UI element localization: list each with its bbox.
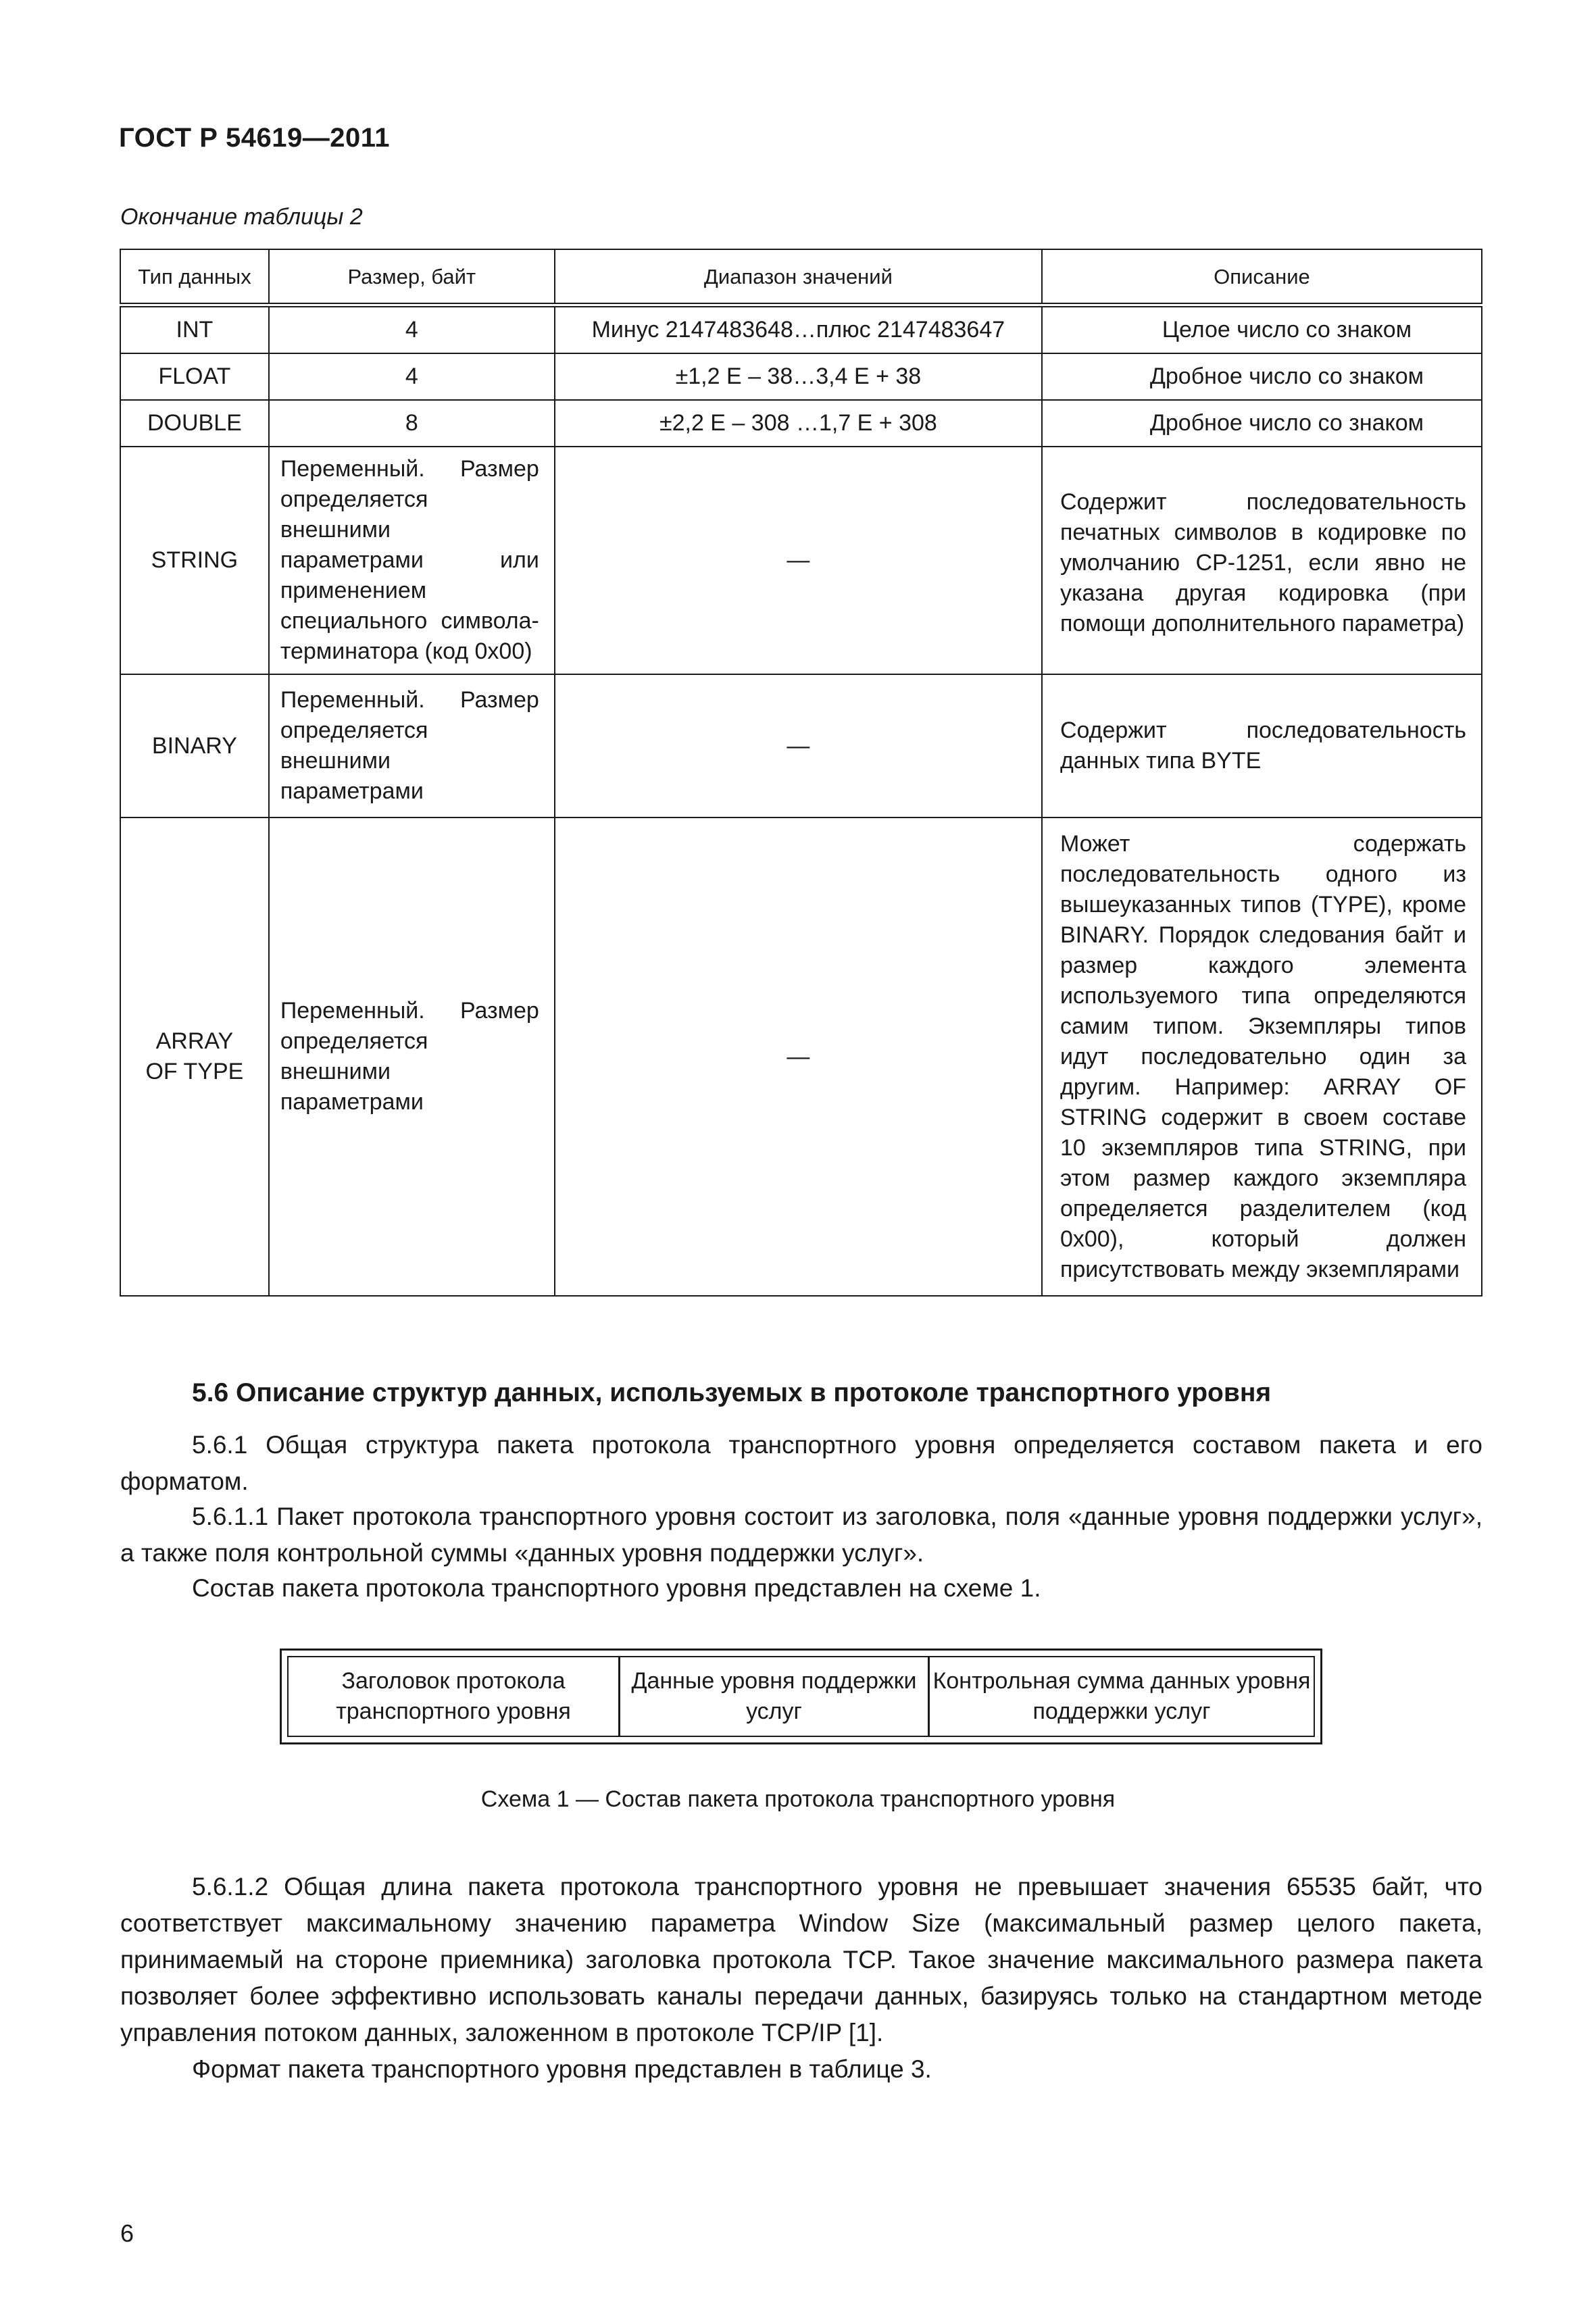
cell-description: Содержит последовательность данных типа BYTE xyxy=(1042,674,1482,818)
paragraph xyxy=(120,1869,1482,2051)
table-header-row xyxy=(120,249,1482,305)
cell-size: Переменный. Размер определяется внешними параметрами xyxy=(269,818,555,1296)
section-title: 5.6 Описание структур данных, используемых в протоколе транспортного уровня xyxy=(192,1378,1272,1407)
column-header-size: Размер, байт xyxy=(269,249,555,305)
cell-type: INT xyxy=(120,305,269,354)
scheme-frame xyxy=(287,1656,1315,1737)
cell-type: DOUBLE xyxy=(120,400,269,447)
type-label: ARRAY OF TYPE xyxy=(145,1028,244,1084)
data-types-table xyxy=(120,249,1482,1297)
cell-range: ±2,2 E – 308 …1,7 E + 308 xyxy=(555,400,1042,447)
cell-description: Дробное число со знаком xyxy=(1042,400,1482,447)
cell-type: FLOAT xyxy=(120,353,269,400)
paragraph-text: 5.6.1.1 Пакет протокола транспортного уровня состоит из заголовка, поля «данные уровня поддержки услуг», а также поля контрольной суммы «данных уровня поддержки услуг». xyxy=(120,1503,1482,1567)
paragraph xyxy=(120,1570,1482,1607)
cell-description: Дробное число со знаком xyxy=(1042,353,1482,400)
table-row xyxy=(120,818,1482,1296)
scheme-box-header: Заголовок протокола транспортного уровня xyxy=(336,1668,571,1724)
cell-description: Целое число со знаком xyxy=(1042,305,1482,354)
cell-range: — xyxy=(555,447,1042,674)
cell-range: ±1,2 E – 38…3,4 E + 38 xyxy=(555,353,1042,400)
paragraph-text: Формат пакета транспортного уровня представлен в таблице 3. xyxy=(192,2055,932,2083)
cell-description: Содержит последовательность печатных символов в кодировке по умолчанию CP-1251, если явно не указана другая кодировка (при помощи дополнительного параметра) xyxy=(1042,447,1482,674)
cell-range: — xyxy=(555,818,1042,1296)
table-row xyxy=(120,447,1482,674)
cell-type xyxy=(120,674,269,818)
cell-range: — xyxy=(555,674,1042,818)
cell-size: Переменный. Размер определяется внешними параметрами xyxy=(269,674,555,818)
paragraph-text: 5.6.1 Общая структура пакета протокола транспортного уровня определяется составом пакета и его форматом. xyxy=(120,1431,1482,1495)
column-header-type: Тип данных xyxy=(120,249,269,305)
scheme-caption: Схема 1 — Состав пакета протокола транспортного уровня xyxy=(480,1786,1116,1812)
cell-size: Переменный. Размер определяется внешними параметрами или применением специального символа-терминатора (код 0x00) xyxy=(269,447,555,674)
document-id: ГОСТ Р 54619—2011 xyxy=(119,123,390,153)
table-row xyxy=(120,674,1482,818)
paragraph xyxy=(120,1499,1482,1571)
paragraph-text: 5.6.1.2 Общая длина пакета протокола транспортного уровня не превышает значения 65535 байт, что соответствует максимальному значению параметра Window Size (максимальный размер целого пакета, принимаемый на стороне приемника) заголовка протокола TCP. Такое значение максимального размера пакета позволяет более эффективно использовать каналы передачи данных, базируясь только на стандартном методе управления потоком данных, заложенном в протоколе TCP/IP [1]. xyxy=(120,1873,1482,2046)
paragraph xyxy=(120,2051,1482,2088)
column-header-range: Диапазон значений xyxy=(555,249,1042,305)
cell-type xyxy=(120,818,269,1296)
table-caption: Окончание таблицы 2 xyxy=(120,204,363,230)
scheme-box-data: Данные уровня поддержки услуг xyxy=(618,1657,928,1736)
table-row xyxy=(120,353,1482,400)
paragraph xyxy=(120,1427,1482,1500)
cell-size: 8 xyxy=(269,400,555,447)
page-number: 6 xyxy=(120,2219,134,2247)
table-row xyxy=(120,400,1482,447)
scheme-box-checksum: Контрольная сумма данных уровня поддержки услуг xyxy=(928,1657,1314,1736)
cell-size: 4 xyxy=(269,305,555,354)
scheme-diagram xyxy=(280,1649,1322,1744)
type-label: STRING xyxy=(151,547,239,573)
column-header-description: Описание xyxy=(1042,249,1482,305)
cell-type xyxy=(120,447,269,674)
table-row xyxy=(120,305,1482,354)
type-label: BINARY xyxy=(151,732,237,759)
cell-description: Может содержать последовательность одного из вышеуказанных типов (TYPE), кроме BINARY. Порядок следования байт и размер каждого элемента используемого типа определяются самим типом. Экземпляры типов идут последовательно один за другим. Например: ARRAY OF STRING содержит в своем составе 10 экземпляров типа STRING, при этом размер каждого экземпляра определяется разделителем (код 0x00), который должен присутствовать между экземплярами xyxy=(1042,818,1482,1296)
cell-size: 4 xyxy=(269,353,555,400)
cell-range: Минус 2147483648…плюс 2147483647 xyxy=(555,305,1042,354)
paragraph-text: Состав пакета протокола транспортного уровня представлен на схеме 1. xyxy=(192,1574,1041,1602)
